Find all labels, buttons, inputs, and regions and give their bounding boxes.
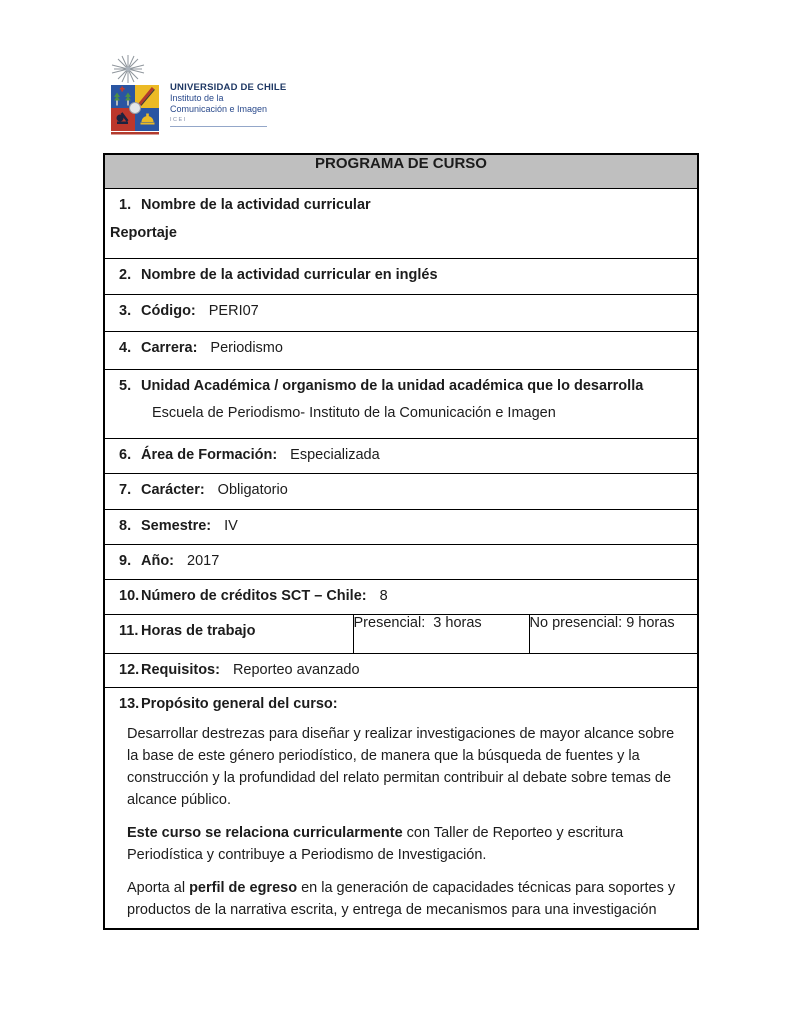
item-value: Obligatorio [217, 481, 288, 498]
row-semestre [104, 509, 698, 544]
item-label: Área de Formación: [141, 446, 278, 463]
table-title: PROGRAMA DE CURSO [104, 154, 698, 188]
proposito-paragraph-3 [127, 877, 683, 921]
row-proposito [104, 687, 698, 929]
university-logo [108, 55, 286, 137]
item-heading [105, 545, 697, 569]
item-label: Nombre de la actividad curricular [141, 196, 371, 213]
item-heading [105, 510, 697, 534]
item-number: 7. [119, 481, 132, 498]
item-value: 8 [379, 587, 388, 604]
item-number: 5. [119, 377, 132, 394]
item-heading [105, 688, 697, 712]
proposito-paragraph-2 [127, 822, 683, 866]
logo-divider [170, 126, 267, 127]
item-label: Semestre: [141, 517, 212, 534]
item-number: 11. [119, 622, 139, 639]
item-number: 6. [119, 446, 132, 463]
row-codigo [104, 294, 698, 331]
item-heading [105, 474, 697, 498]
item-number: 9. [119, 552, 132, 569]
item-number: 1. [119, 196, 132, 213]
table-title-row [104, 154, 698, 188]
course-program-table [103, 153, 699, 930]
row-nombre-ingles [104, 258, 698, 294]
item-number: 2. [119, 266, 132, 283]
item-label: Código: [141, 302, 196, 319]
item-value: Periodismo [210, 339, 283, 356]
item-value: Reporteo avanzado [232, 661, 360, 678]
unidad-academica-value: Escuela de Periodismo- Instituto de la Comunicación e Imagen [152, 404, 556, 421]
item-heading [105, 580, 697, 604]
proposito-paragraph-1: Desarrollar destrezas para diseñar y realizar investigaciones de mayor alcance sobre la base de este género periodístico, de manera que la búsqueda de fuentes y la construcción y la profundidad del relato permitan contribuir al debate sobre temas de alcance público. [127, 725, 675, 808]
logo-institute-line1: Instituto de la [170, 93, 224, 103]
logo-university-name: UNIVERSIDAD DE CHILE [170, 82, 287, 93]
row-nombre-actividad [104, 188, 698, 258]
paragraph-bold-segment: perfil de egreso [189, 879, 298, 896]
logo-acronym: ICEI [170, 117, 187, 123]
item-number: 4. [119, 339, 132, 356]
item-heading [105, 615, 353, 639]
row-creditos [104, 579, 698, 614]
paragraph-text-segment: Aporta al [127, 879, 190, 896]
row-caracter [104, 473, 698, 509]
item-label: Requisitos: [141, 661, 220, 678]
horas-no-presencial-cell: No presencial: 9 horas [529, 614, 698, 653]
item-number: 12. [119, 661, 140, 678]
logo-text-block [170, 55, 286, 137]
item-number: 13. [119, 695, 140, 712]
horas-presencial-cell: Presencial: 3 horas [353, 614, 529, 653]
row-requisitos [104, 653, 698, 687]
item-label: Nombre de la actividad curricular en inglés [141, 266, 438, 283]
paragraph-text-segment: con Taller de Reporteo y escritura Periodística y contribuye a Periodismo de Investigación. [127, 824, 624, 863]
row-anio [104, 544, 698, 579]
item-number: 8. [119, 517, 132, 534]
row-area-formacion [104, 438, 698, 473]
item-label: Carácter: [141, 481, 205, 498]
item-heading [105, 654, 697, 678]
row-horas-trabajo [104, 614, 698, 653]
item-heading [105, 332, 697, 356]
item-label: Unidad Académica / organismo de la unidad académica que lo desarrolla [141, 377, 644, 394]
item-label: Carrera: [141, 339, 198, 356]
course-name-value: Reportaje [110, 224, 177, 241]
row-carrera [104, 331, 698, 369]
item-heading [105, 370, 697, 394]
item-heading [105, 439, 697, 463]
university-crest-icon [108, 55, 162, 137]
paragraph-text-segment: en la generación de capacidades técnicas para soportes y productos de la narrativa escrita, y entrega de mecanismos para una investigación [127, 879, 676, 918]
item-label: Horas de trabajo [141, 622, 256, 639]
item-value: 2017 [187, 552, 220, 569]
item-label: Número de créditos SCT – Chile: [141, 587, 367, 604]
item-label: Propósito general del curso: [141, 695, 338, 712]
logo-institute-line2: Comunicación e Imagen [170, 104, 268, 114]
item-number: 3. [119, 302, 132, 319]
paragraph-bold-segment: Este curso se relaciona curricularmente [127, 824, 403, 841]
item-heading [105, 259, 697, 283]
row-unidad-academica [104, 369, 698, 438]
item-value: Especializada [290, 446, 380, 463]
item-label: Año: [141, 552, 175, 569]
item-value: PERI07 [208, 302, 259, 319]
item-value: IV [224, 517, 238, 534]
item-heading [105, 189, 697, 213]
item-heading [105, 295, 697, 319]
item-number: 10. [119, 587, 140, 604]
